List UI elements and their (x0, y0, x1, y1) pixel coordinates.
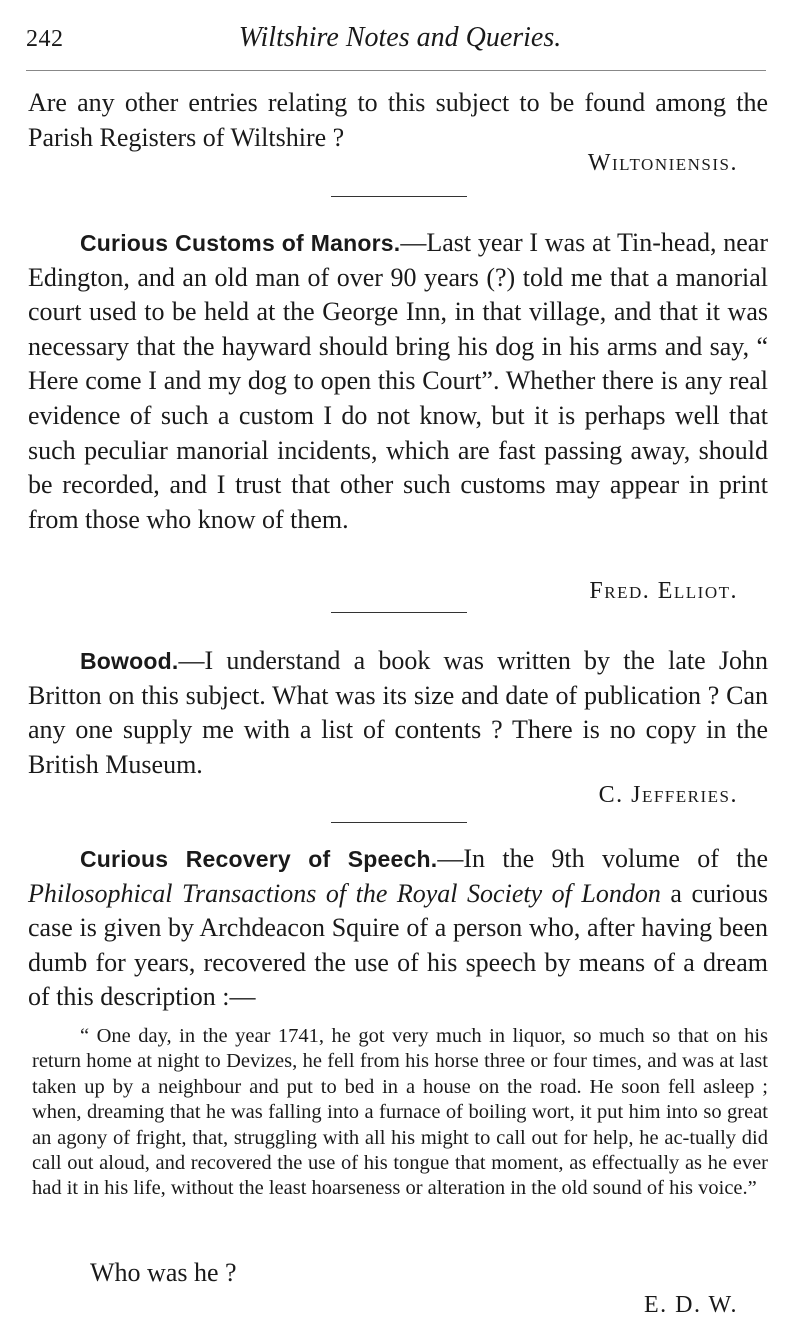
question-text: Who was he ? (90, 1258, 237, 1287)
bowood-heading: Bowood. (80, 648, 179, 674)
section-separator (331, 196, 467, 197)
bowood-paragraph (28, 644, 768, 782)
manors-heading: Curious Customs of Manors. (80, 230, 401, 256)
section-separator (331, 612, 467, 613)
speech-heading: Curious Recovery of Speech. (80, 846, 438, 872)
intro-paragraph (28, 86, 768, 155)
section-separator (331, 822, 467, 823)
header-rule (26, 70, 766, 71)
signature-edw: E. D. W. (643, 1292, 738, 1318)
signature-fred-elliot: Fred. Elliot. (589, 578, 738, 604)
speech-body-before: —In the 9th volume of the (437, 844, 768, 873)
manors-paragraph (28, 226, 768, 537)
manors-body: —Last year I was at Tin-head, near Edington, and an old man of over 90 years (?) told me that a manorial court used to be held at the George Inn, in that village, and that it was necessary that the hayward should bring his dog in his arms and say, “ Here come I and my dog to open this Court”. Whether there is any real evidence of such a custom I do not know, but it is perhaps well that such peculiar manorial incidents, which are fast passing away, should be recorded, and I trust that other such customs may appear in print from those who know of them. (28, 228, 768, 534)
quote-text: “ One day, in the year 1741, he got very much in liquor, so much so that on his return home at night to Devizes, he fell from his horse three or four times, and was at last taken up by a neighbour and put to bed in a house on the road. He soon fell asleep ; when, dreaming that he was falling into a furnace of boiling wort, it put him into so great an agony of fright, that, struggling with all his might to call out for help, he ac-tually did call out aloud, and recovered the use of his tongue that moment, as effectually as he ever had it in his life, without the least hoarseness or alteration in the old sound of his voice.” (32, 1025, 768, 1200)
speech-paragraph (28, 842, 768, 1015)
signature-c-jefferies: C. Jefferies. (598, 782, 738, 808)
question-line (90, 1256, 490, 1291)
signature-wiltoniensis: Wiltoniensis. (587, 150, 738, 176)
running-title: Wiltshire Notes and Queries. (238, 22, 562, 53)
page-number: 242 (26, 26, 64, 52)
intro-text: Are any other entries relating to this subject to be found among the Parish Registers of Wiltshire ? (28, 88, 768, 152)
speech-body-after: a curious case is given by Archdeacon Squire of a person who, after having been dumb for years, recovered the use of his speech by means of a dream of this description :— (28, 878, 768, 1012)
journal-title: Philosophical Transactions of the Royal Society of London (28, 878, 661, 908)
bowood-body: —I understand a book was written by the late John Britton on this subject. What was its size and date of publication ? Can any one supply me with a list of contents ? There is no copy in the British Museum. (28, 646, 768, 779)
block-quote (32, 1024, 768, 1202)
